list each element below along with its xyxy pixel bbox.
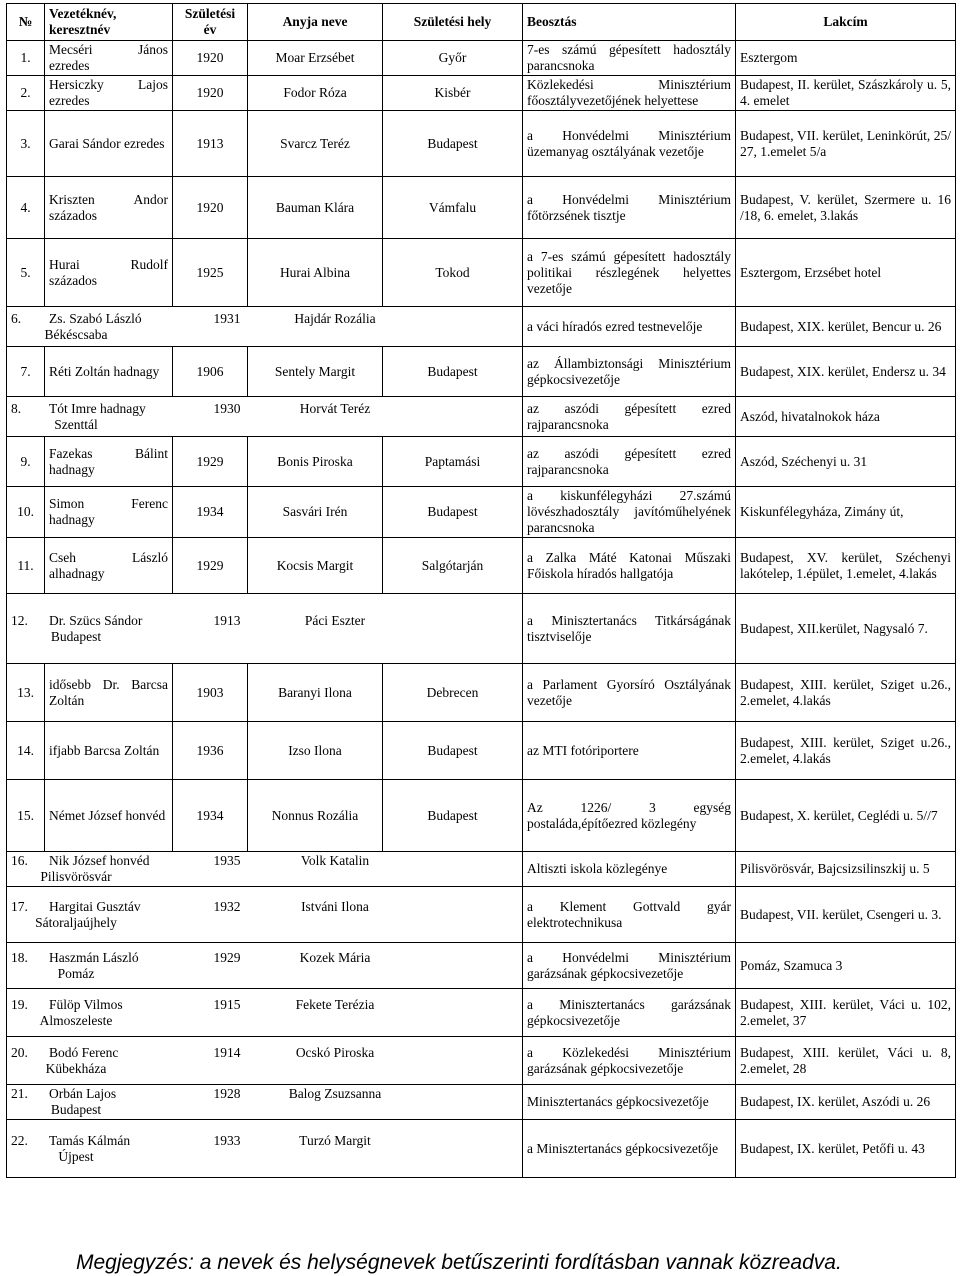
table-row xyxy=(7,307,956,347)
row-year: 1920 xyxy=(173,76,248,111)
row-no: 8. xyxy=(11,400,22,416)
row-mother: Volk Katalin xyxy=(300,853,370,868)
row-name: Tót Imre hadnagy xyxy=(49,400,146,416)
table-row xyxy=(7,437,956,487)
row-no: 6. xyxy=(11,310,22,326)
row-no: 2. xyxy=(7,76,45,111)
row-mother: Balog Zsuzsanna xyxy=(288,1086,382,1101)
row-place: Paptamási xyxy=(383,437,523,487)
row-place: Sátoraljaújhely xyxy=(35,914,117,930)
row-no: 15. xyxy=(7,780,45,852)
row-mother: Nonnus Rozália xyxy=(248,780,383,852)
row-mother: Baranyi Ilona xyxy=(248,664,383,722)
table-row xyxy=(7,780,956,852)
row-no: 1. xyxy=(7,41,45,76)
row-mother: Bonis Piroska xyxy=(248,437,383,487)
row-no: 4. xyxy=(7,177,45,239)
row-year: 1914 xyxy=(213,1044,241,1060)
row-position: a Zalka Máté Katonai Műszaki Főiskola híradós hallgatója xyxy=(523,538,736,594)
row-address: Budapest, VII. kerület, Csengeri u. 3. xyxy=(736,887,956,943)
row-place: Budapest xyxy=(50,1102,102,1117)
row-merged-cell xyxy=(7,943,523,989)
row-no: 10. xyxy=(7,487,45,538)
row-position: a Parlament Gyorsíró Osztályának vezetője xyxy=(523,664,736,722)
row-address: Budapest, XIX. kerület, Bencur u. 26 xyxy=(736,307,956,347)
personnel-table xyxy=(6,3,956,1178)
table-row xyxy=(7,887,956,943)
row-year: 1925 xyxy=(173,239,248,307)
row-address: Esztergom, Erzsébet hotel xyxy=(736,239,956,307)
row-year: 1920 xyxy=(173,41,248,76)
row-address: Aszód, hivatalnokok háza xyxy=(736,397,956,437)
header-row xyxy=(7,4,956,41)
document-page xyxy=(6,3,955,1274)
row-position: 7-es számú gépesített hadosztály parancsnoka xyxy=(523,41,736,76)
row-merged-cell xyxy=(7,1120,523,1178)
table-row xyxy=(7,76,956,111)
row-merged-cell xyxy=(7,1085,523,1120)
row-mother: Ocskó Piroska xyxy=(295,1044,375,1060)
header-name: Vezetéknév, keresztnév xyxy=(45,4,173,41)
row-name: Tamás Kálmán xyxy=(49,1132,131,1148)
row-name: Orbán Lajos xyxy=(49,1086,117,1101)
table-row xyxy=(7,1120,956,1178)
row-address: Pomáz, Szamuca 3 xyxy=(736,943,956,989)
row-place: Budapest xyxy=(383,722,523,780)
row-merged-cell xyxy=(7,307,523,347)
table-row xyxy=(7,177,956,239)
row-address: Budapest, VII. kerület, Leninkörút, 25/ 27, 1.emelet 5/a xyxy=(736,111,956,177)
row-address: Esztergom xyxy=(736,41,956,76)
row-year: 1928 xyxy=(213,1086,241,1101)
row-name: Hurai Rudolf százados xyxy=(45,239,173,307)
table-row xyxy=(7,1085,956,1120)
row-place: Kübekháza xyxy=(45,1060,107,1076)
row-year: 1903 xyxy=(173,664,248,722)
row-year: 1932 xyxy=(213,898,241,914)
row-place: Újpest xyxy=(58,1148,94,1164)
row-no: 19. xyxy=(11,996,28,1012)
row-name: Fazekas Bálint hadnagy xyxy=(45,437,173,487)
row-address: Budapest, XIII. kerület, Sziget u.26., 2.emelet, 4.lakás xyxy=(736,664,956,722)
row-mother: Turzó Margit xyxy=(299,1132,371,1148)
row-place: Pilisvörösvár xyxy=(40,869,112,884)
row-year: 1934 xyxy=(173,780,248,852)
row-place: Pomáz xyxy=(57,965,95,981)
row-position: Minisztertanács gépkocsivezetője xyxy=(523,1085,736,1120)
row-mother: Svarcz Teréz xyxy=(248,111,383,177)
row-year: 1936 xyxy=(173,722,248,780)
row-mother: Sentely Margit xyxy=(248,347,383,397)
footnote: Megjegyzés: a nevek és helységnevek betűszerinti fordításban vannak közreadva. xyxy=(76,1251,842,1274)
row-merged-cell xyxy=(7,852,523,887)
row-address: Budapest, IX. kerület, Petőfi u. 43 xyxy=(736,1120,956,1178)
table-row xyxy=(7,943,956,989)
row-position: a váci híradós ezred testnevelője xyxy=(523,307,736,347)
header-no: № xyxy=(7,4,45,41)
row-position: a kiskunfélegyházi 27.számú lövészhadosztály javítóműhelyének parancsnoka xyxy=(523,487,736,538)
table-row xyxy=(7,664,956,722)
row-position: az MTI fotóriportere xyxy=(523,722,736,780)
table-row xyxy=(7,41,956,76)
row-mother: Fekete Terézia xyxy=(295,996,375,1012)
row-year: 1935 xyxy=(213,853,241,868)
row-mother: Fodor Róza xyxy=(248,76,383,111)
table-row xyxy=(7,111,956,177)
table-row xyxy=(7,397,956,437)
row-name: Mecséri János ezredes xyxy=(45,41,173,76)
row-merged-cell xyxy=(7,887,523,943)
row-position: a Minisztertanács Titkárságának tisztviselője xyxy=(523,594,736,664)
row-position: a 7-es számú gépesített hadosztály politikai részlegének helyettes vezetője xyxy=(523,239,736,307)
row-place: Debrecen xyxy=(383,664,523,722)
row-mother: Hajdár Rozália xyxy=(294,310,376,326)
table-row xyxy=(7,594,956,664)
row-name: idősebb Dr. Barcsa Zoltán xyxy=(45,664,173,722)
row-no: 3. xyxy=(7,111,45,177)
row-address: Budapest, XIX. kerület, Endersz u. 34 xyxy=(736,347,956,397)
row-merged-cell xyxy=(7,989,523,1037)
row-place: Budapest xyxy=(383,347,523,397)
table-row xyxy=(7,487,956,538)
table-row xyxy=(7,347,956,397)
header-mother: Anyja neve xyxy=(248,4,383,41)
row-merged-cell xyxy=(7,1037,523,1085)
row-address: Budapest, XII.kerület, Nagysaló 7. xyxy=(736,594,956,664)
row-place: Vámfalu xyxy=(383,177,523,239)
row-name: Nik József honvéd xyxy=(49,853,150,868)
row-address: Budapest, II. kerület, Szászkároly u. 5, 4. emelet xyxy=(736,76,956,111)
row-position: Közlekedési Minisztérium főosztályvezetőjének helyettese xyxy=(523,76,736,111)
table-row xyxy=(7,722,956,780)
row-no: 13. xyxy=(7,664,45,722)
row-place: Almoszeleste xyxy=(39,1012,113,1028)
header-place: Születési hely xyxy=(383,4,523,41)
row-name: Cseh László alhadnagy xyxy=(45,538,173,594)
row-position: a Klement Gottvald gyár elektrotechnikusa xyxy=(523,887,736,943)
row-no: 16. xyxy=(11,853,28,868)
row-name: Bodó Ferenc xyxy=(49,1044,119,1060)
table-row xyxy=(7,538,956,594)
row-merged-cell xyxy=(7,397,523,437)
row-name: Simon Ferenc hadnagy xyxy=(45,487,173,538)
row-merged-cell xyxy=(7,594,523,664)
table-row xyxy=(7,1037,956,1085)
table-row xyxy=(7,852,956,887)
row-position: a Közlekedési Minisztérium garázsának gépkocsivezetője xyxy=(523,1037,736,1085)
row-position: az aszódi gépesített ezred rajparancsnoka xyxy=(523,437,736,487)
row-mother: Bauman Klára xyxy=(248,177,383,239)
row-place: Békéscsaba xyxy=(44,326,108,342)
header-year: Születési év xyxy=(173,4,248,41)
row-year: 1913 xyxy=(173,111,248,177)
row-position: Altiszti iskola közlegénye xyxy=(523,852,736,887)
row-address: Budapest, V. kerület, Szermere u. 16 /18, 6. emelet, 3.lakás xyxy=(736,177,956,239)
row-address: Budapest, XIII. kerület, Váci u. 102, 2.emelet, 37 xyxy=(736,989,956,1037)
table-body xyxy=(7,41,956,1178)
row-mother: Istváni Ilona xyxy=(301,898,369,914)
row-no: 22. xyxy=(11,1132,28,1148)
row-position: az aszódi gépesített ezred rajparancsnoka xyxy=(523,397,736,437)
row-position: a Honvédelmi Minisztérium garázsának gépkocsivezetője xyxy=(523,943,736,989)
header-position: Beosztás xyxy=(523,4,736,41)
row-name: Garai Sándor ezredes xyxy=(45,111,173,177)
row-place: Győr xyxy=(383,41,523,76)
row-no: 20. xyxy=(11,1044,28,1060)
row-no: 9. xyxy=(7,437,45,487)
row-year: 1929 xyxy=(173,437,248,487)
row-name: Réti Zoltán hadnagy xyxy=(45,347,173,397)
row-address: Budapest, IX. kerület, Aszódi u. 26 xyxy=(736,1085,956,1120)
row-position: a Minisztertanács gépkocsivezetője xyxy=(523,1120,736,1178)
row-no: 11. xyxy=(7,538,45,594)
row-place: Budapest xyxy=(383,487,523,538)
row-address: Budapest, X. kerület, Ceglédi u. 5//7 xyxy=(736,780,956,852)
row-year: 1913 xyxy=(213,612,241,628)
row-place: Budapest xyxy=(383,111,523,177)
row-year: 1929 xyxy=(213,949,241,965)
row-position: a Honvédelmi Minisztérium főtörzsének tisztje xyxy=(523,177,736,239)
row-name: Zs. Szabó László xyxy=(49,310,142,326)
row-address: Budapest, XV. kerület, Széchenyi lakótelep, 1.épület, 1.emelet, 4.lakás xyxy=(736,538,956,594)
row-mother: Moar Erzsébet xyxy=(248,41,383,76)
header-address: Lakcím xyxy=(736,4,956,41)
row-no: 5. xyxy=(7,239,45,307)
row-position: a Honvédelmi Minisztérium üzemanyag osztályának vezetője xyxy=(523,111,736,177)
row-position: a Minisztertanács garázsának gépkocsivezetője xyxy=(523,989,736,1037)
row-mother: Kozek Mária xyxy=(299,949,371,965)
row-year: 1906 xyxy=(173,347,248,397)
row-name: ifjabb Barcsa Zoltán xyxy=(45,722,173,780)
row-address: Budapest, XIII. kerület, Sziget u.26., 2.emelet, 4.lakás xyxy=(736,722,956,780)
row-name: Hargitai Gusztáv xyxy=(49,898,141,914)
row-no: 12. xyxy=(11,612,28,628)
row-place: Tokod xyxy=(383,239,523,307)
row-address: Budapest, XIII. kerület, Váci u. 8, 2.emelet, 28 xyxy=(736,1037,956,1085)
row-position: Az 1226/ 3 egység postaláda,építőezred közlegény xyxy=(523,780,736,852)
row-year: 1930 xyxy=(213,400,241,416)
row-year: 1920 xyxy=(173,177,248,239)
row-name: Haszmán László xyxy=(49,949,139,965)
row-name: Kriszten Andor százados xyxy=(45,177,173,239)
row-name: Fülöp Vilmos xyxy=(49,996,123,1012)
row-year: 1933 xyxy=(213,1132,241,1148)
row-name: Hersiczky Lajos ezredes xyxy=(45,76,173,111)
row-place: Budapest xyxy=(50,628,102,644)
row-year: 1929 xyxy=(173,538,248,594)
row-place: Budapest xyxy=(383,780,523,852)
row-mother: Hurai Albina xyxy=(248,239,383,307)
row-no: 18. xyxy=(11,949,28,965)
row-year: 1934 xyxy=(173,487,248,538)
row-no: 14. xyxy=(7,722,45,780)
row-no: 17. xyxy=(11,898,28,914)
row-address: Aszód, Széchenyi u. 31 xyxy=(736,437,956,487)
row-place: Kisbér xyxy=(383,76,523,111)
row-name: Német József honvéd xyxy=(45,780,173,852)
row-place: Salgótarján xyxy=(383,538,523,594)
row-mother: Horvát Teréz xyxy=(299,400,371,416)
row-address: Kiskunfélegyháza, Zimány út, xyxy=(736,487,956,538)
row-position: az Állambiztonsági Minisztérium gépkocsivezetője xyxy=(523,347,736,397)
row-mother: Sasvári Irén xyxy=(248,487,383,538)
row-mother: Kocsis Margit xyxy=(248,538,383,594)
row-mother: Páci Eszter xyxy=(304,612,366,628)
row-place: Szenttál xyxy=(54,416,98,432)
row-year: 1931 xyxy=(213,310,241,326)
table-row xyxy=(7,239,956,307)
row-no: 7. xyxy=(7,347,45,397)
table-row xyxy=(7,989,956,1037)
row-no: 21. xyxy=(11,1086,28,1101)
row-mother: Izso Ilona xyxy=(248,722,383,780)
row-name: Dr. Szücs Sándor xyxy=(49,612,143,628)
row-address: Pilisvörösvár, Bajcsizsilinszkij u. 5 xyxy=(736,852,956,887)
row-year: 1915 xyxy=(213,996,241,1012)
